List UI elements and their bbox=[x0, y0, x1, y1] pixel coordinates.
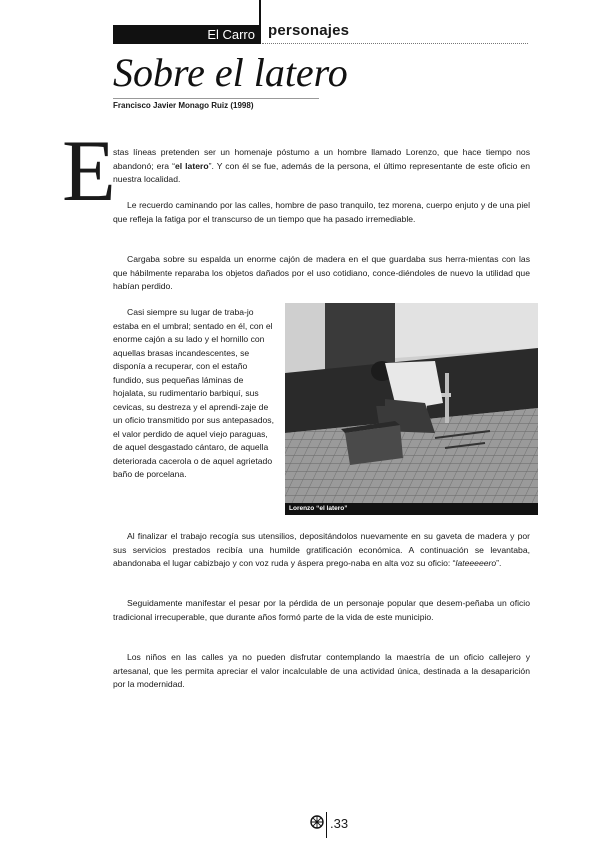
paragraph-3: Cargaba sobre su espalda un enorme cajón de madera en el que guardaba sus herra-mientas con las que hábilmente reparaba los objetos dañados por el uso cotidiano, conce-diéndoles de nuevo la utilidad que habían perdido. bbox=[113, 254, 530, 291]
wheel-icon bbox=[310, 815, 324, 829]
paragraph-1-bold: el latero bbox=[174, 160, 209, 171]
drop-cap: E bbox=[62, 123, 116, 220]
paragraph-5-text-end: ”. bbox=[496, 558, 502, 568]
paragraph-1 bbox=[113, 146, 530, 187]
paragraph-4: Casi siempre su lugar de traba-jo estaba en el umbral; sentado en él, con el enorme cajón a su lado y el hornillo con aquellas brasas incandescentes, se disponía a recuperar, con el estaño fundido, sus pequeñas láminas de hojalata, su rudimentario barbiquí, sus cevicas, su destreza y el aprendi-zaje de un oficio transmitido por sus antepasados, el valor perdido de aquel viejo paraguas, de aquel desgastado cántaro, de aquella deteriorada cacerola o de aquel agrietado baño de porcelana. bbox=[113, 307, 274, 479]
header-divider bbox=[259, 0, 261, 44]
page-number: .33 bbox=[330, 816, 349, 831]
article-title: Sobre el latero bbox=[113, 50, 348, 95]
paragraph-2: Le recuerdo caminando por las calles, hombre de paso tranquilo, tez morena, cuerpo enjuto y de una piel que refleja la fatiga por el transcurso de un tiempo que ha pasado irremediable. bbox=[113, 200, 530, 224]
publication-label-bar bbox=[113, 25, 259, 44]
photo-lorenzo bbox=[285, 303, 538, 515]
photo-illustration bbox=[285, 303, 538, 515]
section-name: personajes bbox=[268, 22, 350, 39]
paragraph-7: Los niños en las calles ya no pueden disfrutar contemplando la maestría de un oficio callejero y artesanal, que les permita apreciar el valor incalculable de una actividad única, destinada a la desaparición por la modernidad. bbox=[113, 652, 530, 689]
photo-caption: Lorenzo “el latero” bbox=[285, 503, 538, 515]
paragraph-1-text-end: ”. Y con él se fue, además de la persona, el último representante de este oficio en nuestra localidad. bbox=[113, 160, 530, 184]
title-rule bbox=[113, 98, 319, 99]
paragraph-5-text: Al finalizar el trabajo recogía sus utensilios, depositándolos nuevamente en su gaveta de madera y por sus servicios prestados recibía una humilde gratificación económica. A continuación se levantaba, abandonaba el lugar cabizbajo y con voz ruda y áspera prego-naba en alta voz su oficio: “ bbox=[113, 531, 530, 568]
publication-name: El Carro bbox=[207, 27, 255, 42]
paragraph-1-text: stas líneas pretenden ser un homenaje póstumo a un hombre llamado Lorenzo, que hace tiempo nos abandonó; era “ bbox=[113, 147, 530, 171]
footer-divider bbox=[326, 812, 327, 838]
header-dotted-rule bbox=[262, 43, 528, 44]
paragraph-5-italic: lateeeeero bbox=[455, 558, 497, 568]
paragraph-6: Seguidamente manifestar el pesar por la pérdida de un personaje popular que desem-peñaba un oficio tradicional irrecuperable, que durante años formó parte de la vida de este municipio. bbox=[113, 598, 530, 622]
article-author: Francisco Javier Monago Ruiz (1998) bbox=[113, 101, 254, 110]
paragraph-5 bbox=[113, 530, 530, 571]
